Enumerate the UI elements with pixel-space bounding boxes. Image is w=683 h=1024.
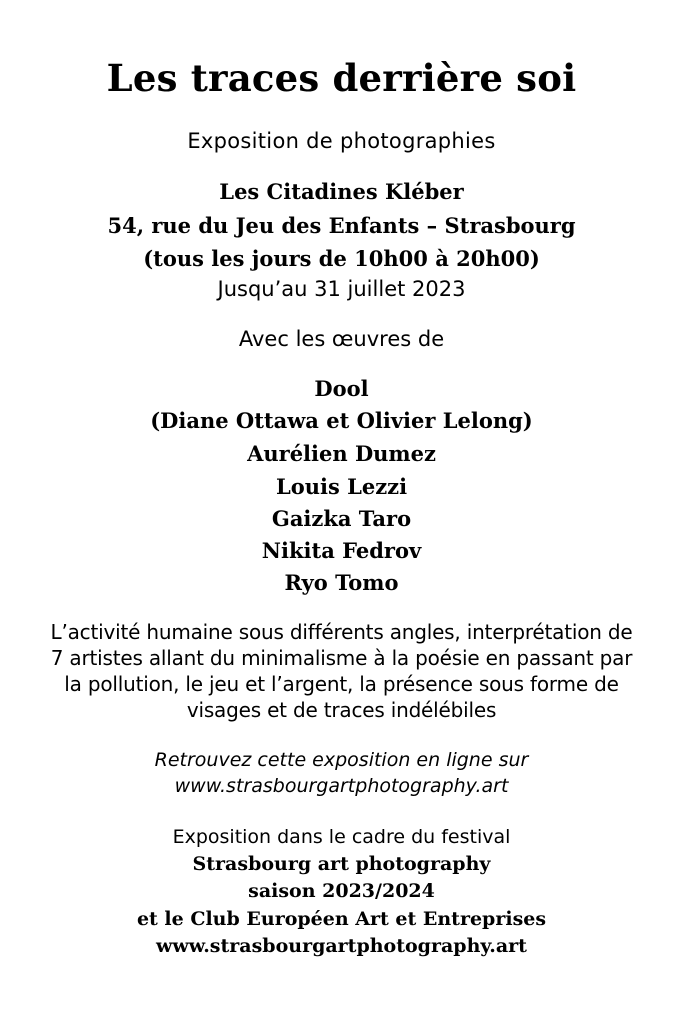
- online-url-link[interactable]: www.strasbourgartphotography.art: [174, 775, 509, 797]
- description-line: 7 artistes allant du minimalisme à la poésie en passant par: [50, 646, 633, 670]
- page-title: Les traces derrière soi: [106, 56, 577, 100]
- description-line: visages et de traces indélébiles: [186, 698, 497, 722]
- artist-name: Dool: [314, 376, 369, 401]
- festival-name: Strasbourg art photography: [192, 853, 491, 875]
- artist-name: Aurélien Dumez: [247, 441, 436, 466]
- venue-until-date: Jusqu’au 31 juillet 2023: [217, 277, 466, 301]
- description-line: la pollution, le jeu et l’argent, la présence sous forme de: [64, 672, 619, 696]
- artists-intro: Avec les œuvres de: [238, 327, 445, 351]
- online-text: Retrouvez cette exposition en ligne sur: [154, 749, 529, 771]
- subtitle: Exposition de photographies: [187, 129, 496, 153]
- festival-url-link[interactable]: www.strasbourgartphotography.art: [156, 935, 527, 957]
- festival-season: saison 2023/2024: [248, 880, 435, 902]
- artist-name: Ryo Tomo: [284, 570, 399, 595]
- description-line: L’activité humaine sous différents angles, interprétation de: [50, 620, 633, 644]
- festival-partner: et le Club Européen Art et Entreprises: [136, 908, 547, 930]
- venue-hours: (tous les jours de 10h00 à 20h00): [143, 246, 540, 271]
- artist-name: (Diane Ottawa et Olivier Lelong): [150, 408, 533, 433]
- venue-address: 54, rue du Jeu des Enfants – Strasbourg: [107, 213, 576, 238]
- festival-intro: Exposition dans le cadre du festival: [172, 826, 511, 848]
- artist-name: Nikita Fedrov: [261, 538, 422, 563]
- artist-name: Louis Lezzi: [275, 474, 408, 499]
- artist-name: Gaizka Taro: [271, 506, 412, 531]
- venue-name: Les Citadines Kléber: [219, 179, 464, 204]
